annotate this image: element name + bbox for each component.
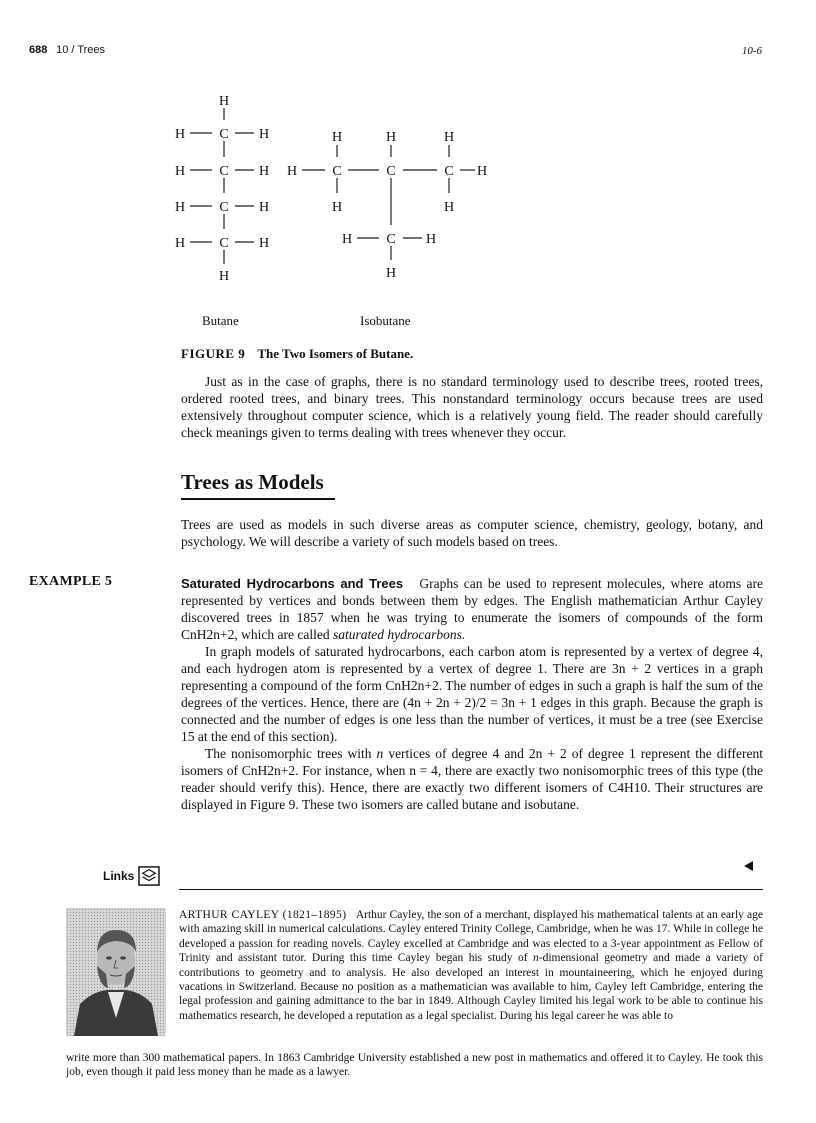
text-run: edges in this graph. Because the graph is connected and the number of edges is one less than the number of vertices, it must be a tree (see Exercise 15 at the end of this section). <box>181 695 763 744</box>
atom-c: C <box>219 127 229 142</box>
running-header <box>29 44 105 56</box>
section-title: Trees as Models <box>181 470 324 494</box>
atom-h: H <box>174 236 186 251</box>
formula: CnH2n+2 <box>385 678 439 693</box>
example-title: Saturated Hydrocarbons and Trees <box>181 576 404 591</box>
expression: 2n + 2 <box>528 746 567 761</box>
cayley-portrait <box>66 908 166 1036</box>
biography-divider <box>179 889 763 890</box>
atom-c: C <box>386 232 396 247</box>
expression: (4n + 2n + 2)/2 = 3n + 1 <box>402 695 537 710</box>
isobutane-molecule <box>287 130 487 281</box>
end-of-example-icon <box>744 861 753 871</box>
atom-h: H <box>258 164 270 179</box>
text-run: vertices in a graph representing a compound of the form <box>181 661 763 693</box>
section-ref: 10-6 <box>741 45 762 57</box>
page-number: 688 <box>29 44 48 56</box>
text-run: The nonisomorphic trees with <box>205 746 377 761</box>
section-intro-block <box>181 516 763 550</box>
atom-h: H <box>341 232 353 247</box>
links-label[interactable]: Links <box>103 869 135 883</box>
intro-paragraph-block <box>181 373 763 441</box>
atom-c: C <box>219 164 229 179</box>
atom-c: C <box>332 164 342 179</box>
text-run: Arthur Cayley, the son of a merchant, displayed his mathematical talents at an early age with amazing skill in numerical calculations. Cayley entered Trinity College, Cambridge, when he was 17. While in college he developed a passion for reading novels. Cayley excelled at Cambridge and was elected to a 3-year appointment as Fellow of Trinity and assistant tutor. During this time Cayley began his study of <box>179 909 763 965</box>
example-paragraph-3 <box>181 745 763 813</box>
text-run: . Their structures are displayed in Figure 9. These two isomers are called butane and isobutane. <box>181 780 763 812</box>
atom-c: C <box>219 200 229 215</box>
atom-h: H <box>443 130 455 145</box>
biography-wrapped-block <box>179 908 763 1023</box>
atom-h: H <box>174 127 186 142</box>
atom-h: H <box>218 269 230 284</box>
text-run: vertices of degree 4 and <box>383 746 529 761</box>
example-paragraph-2 <box>181 643 763 745</box>
figure-caption <box>181 346 413 362</box>
chapter-title: 10 / Trees <box>56 44 106 56</box>
text-run: In graph models of saturated hydrocarbons, each carbon atom is represented by a vertex of degree 4, and each hydrogen atom is represented by a vertex of degree 1. There are <box>181 644 763 676</box>
formula: CnH2n+2 <box>241 763 296 778</box>
atom-h: H <box>258 200 270 215</box>
formula: CnH2n+2 <box>181 627 235 642</box>
atom-h: H <box>425 232 437 247</box>
atom-h: H <box>174 200 186 215</box>
formula: C4H10 <box>608 780 648 795</box>
atom-h: H <box>286 164 298 179</box>
example-body <box>181 575 763 813</box>
atom-h: H <box>443 200 455 215</box>
text-run: -dimensional geometry and made a variety of contributions to geometry and to analysis. He also developed an interest in mountaineering, which he enjoyed during vacations in Switzerland. Because no position as a mathematician was available to him, Cayley left Cambridge, entering the legal profession and gaining admittance to the bar in 1849. Although Cayley limited his legal work to be able to continue his mathematics research, he developed a reputation as a legal specialist. During his legal career he was able to <box>179 952 763 1022</box>
atom-h: H <box>385 266 397 281</box>
example-label: EXAMPLE 5 <box>29 574 113 589</box>
term: saturated hydrocarbons. <box>332 627 466 642</box>
atom-c: C <box>386 164 396 179</box>
atom-h: H <box>218 94 230 109</box>
atom-c: C <box>219 236 229 251</box>
biography-text <box>179 908 763 1023</box>
links-icon[interactable] <box>138 866 160 886</box>
atom-c: C <box>444 164 454 179</box>
atom-h: H <box>258 127 270 142</box>
atom-h: H <box>174 164 186 179</box>
expression: n = 4 <box>409 763 438 778</box>
biography-full-width-block <box>66 1051 763 1080</box>
atom-h: H <box>331 200 343 215</box>
text-run: , there are exactly two nonisomorphic trees of this type (the reader should verify this). Hence, there are exactly two different isomers of <box>181 763 763 795</box>
isobutane-label: Isobutane <box>360 313 411 328</box>
atom-h: H <box>385 130 397 145</box>
text-run: of degree 1 represent the different isomers of <box>181 746 764 778</box>
section-intro: Trees are used as models in such diverse areas as computer science, chemistry, geology, botany, and psychology. We will describe a variety of such models based on trees. <box>181 517 763 549</box>
atom-h: H <box>331 130 343 145</box>
variable: n <box>532 952 539 965</box>
butane-molecule <box>175 94 269 284</box>
biography-name: ARTHUR CAYLEY (1821–1895) <box>179 909 347 921</box>
atom-h: H <box>476 164 488 179</box>
text-run: Graphs can be used to represent molecules, where atoms are represented by vertices and bonds between them by edges. The English mathematician Arthur Cayley discovered trees in 1857 when he was trying to enumerate the isomers of compounds of the form <box>181 576 764 625</box>
figure-label: FIGURE 9 <box>181 346 246 361</box>
example-paragraph-1 <box>181 575 763 643</box>
intro-paragraph: Just as in the case of graphs, there is no standard terminology used to describe trees, rooted trees, ordered rooted trees, and binary trees. This nonstandard terminology occurs because trees are used extensively throughout computer science, which is a relatively young field. The reader should carefully check meanings given to terms dealing with trees whenever they occur. <box>181 374 763 440</box>
variable: n <box>376 746 384 761</box>
butane-isomers-figure <box>160 88 500 300</box>
biography-text-continued: write more than 300 mathematical papers. In 1863 Cambridge University established a new post in mathematics and offered it to Cayley. He took this job, even though it paid less money than he made as a lawyer. <box>66 1052 763 1079</box>
text-run: . For instance, when <box>295 763 410 778</box>
expression: 3n + 2 <box>611 661 652 676</box>
section-title-rule <box>181 498 335 500</box>
text-run: . The number of edges in such a graph is half the sum of the degrees of the vertices. Hence, there are <box>181 678 764 710</box>
atom-h: H <box>258 236 270 251</box>
butane-label: Butane <box>202 313 239 328</box>
figure-caption-text: The Two Isomers of Butane. <box>257 346 414 361</box>
text-run: , which are called <box>234 627 333 642</box>
